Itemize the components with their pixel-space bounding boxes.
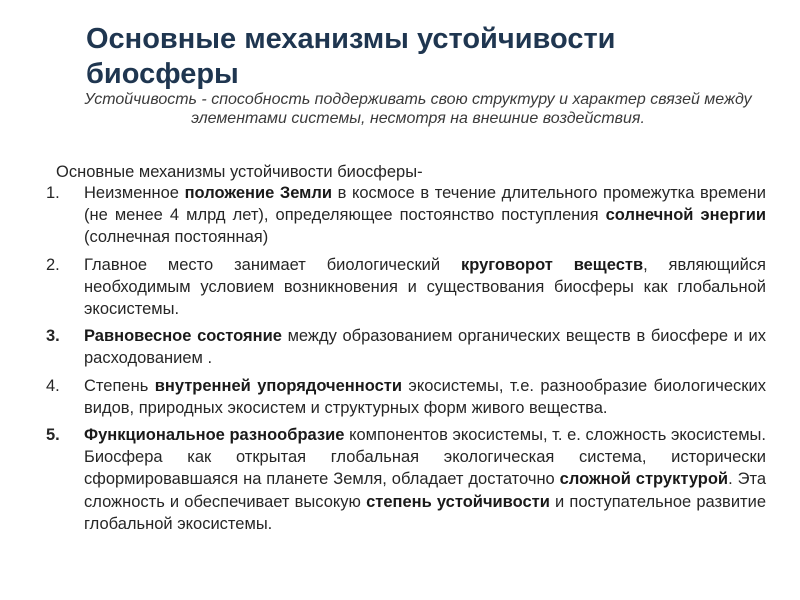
item-text — [84, 256, 766, 318]
list-item — [46, 375, 766, 419]
text-segment: компонентов экосистемы, т. е. сложность экосистемы. Биосфера как открытая глобальная экологическая система, исторически сформировавшаяся на планете Земля, обладает достаточно — [84, 426, 767, 489]
key-term: Равновесное состояние — [84, 327, 282, 346]
key-term: солнечной энергии — [605, 206, 767, 225]
list-item — [46, 254, 766, 321]
text-segment: Неизменное — [84, 184, 185, 202]
mechanisms-list — [46, 182, 766, 540]
text-segment: экосистемы, т.е. разнообразие биологических видов, природных экосистем и структурных форм живого вещества. — [84, 376, 766, 417]
text-segment: Главное место занимает биологический — [84, 255, 461, 274]
text-segment: Степень — [84, 376, 155, 395]
subheading: Основные механизмы устойчивости биосферы- — [56, 163, 423, 181]
key-term: сложной структурой — [559, 470, 729, 489]
item-number: 5. — [46, 426, 60, 445]
key-term: Функциональное разнообразие — [84, 426, 345, 445]
list-item — [46, 182, 766, 249]
key-term: круговорот веществ — [460, 255, 644, 274]
definition-text: Устойчивость - способность поддерживать свою структуру и характер связей между элементами системы, несмотря на внешние воздействия. — [84, 91, 752, 127]
item-number: 1. — [46, 184, 60, 202]
key-term: положение Земли — [184, 184, 333, 202]
text-segment: (солнечная постоянная) — [84, 228, 269, 247]
text-segment: , являющийся необходимым условием возникновения и существования биосферы как глобальной экосистемы. — [84, 255, 766, 319]
item-text — [84, 426, 766, 533]
key-term: внутренней упорядоченности — [154, 376, 402, 395]
item-number: 4. — [46, 376, 60, 395]
item-number: 3. — [46, 327, 60, 346]
text-segment: . Эта сложность и обеспечивает высокую — [84, 470, 766, 511]
text-segment: и поступательное развитие глобальной экосистемы. — [84, 492, 766, 533]
item-text — [84, 184, 766, 246]
slide-title: Основные механизмы устойчивости биосферы — [86, 23, 616, 90]
item-number: 2. — [46, 255, 60, 274]
list-item — [46, 325, 766, 369]
key-term: степень устойчивости — [366, 492, 550, 511]
item-text — [84, 377, 766, 417]
item-text — [84, 327, 766, 367]
text-segment: между образованием органических веществ в биосфере и их расходованием . — [84, 327, 767, 368]
text-segment: в космосе в течение длительного промежутка времени (не менее 4 млрд лет), определяющее постоянство поступления — [84, 184, 766, 225]
list-item — [46, 424, 766, 535]
